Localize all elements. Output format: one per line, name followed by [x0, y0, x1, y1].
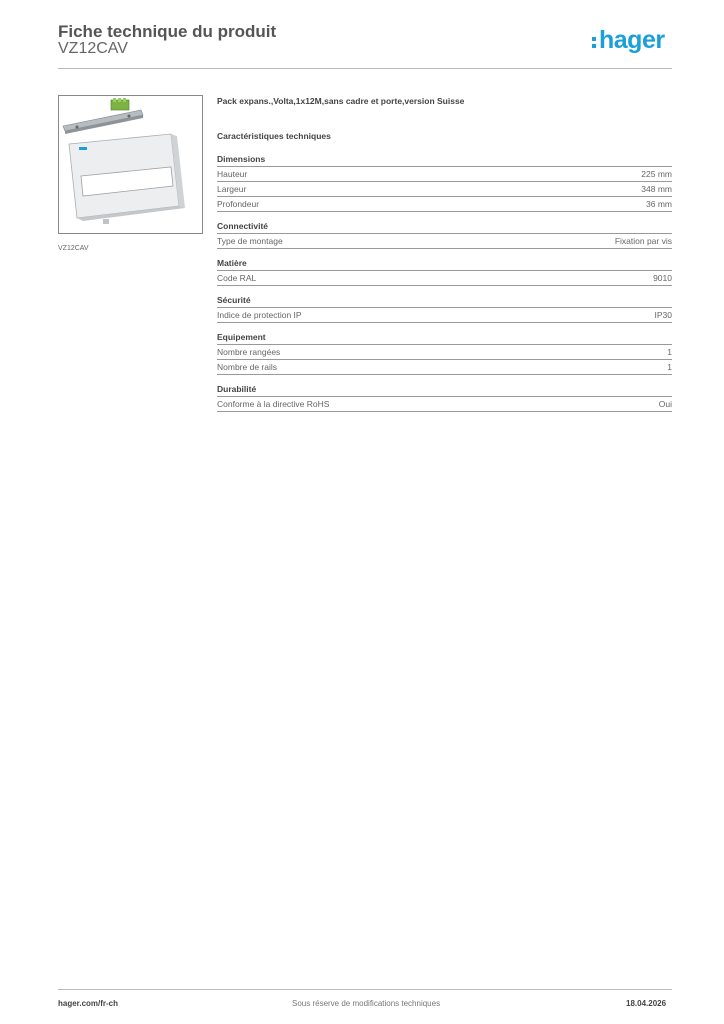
spec-value: IP30	[654, 310, 672, 320]
spec-label: Nombre rangées	[217, 347, 281, 357]
spec-row	[217, 308, 672, 323]
spec-value: 36 mm	[646, 199, 672, 209]
spec-row	[217, 182, 672, 197]
spec-row	[217, 197, 672, 212]
section-title: Dimensions	[217, 153, 672, 167]
technical-characteristics-title: Caractéristiques techniques	[217, 131, 331, 141]
spec-row	[217, 234, 672, 249]
spec-label: Profondeur	[217, 199, 260, 209]
spec-value: 1	[667, 347, 672, 357]
product-image	[59, 96, 202, 233]
spec-row	[217, 271, 672, 286]
section-title: Equipement	[217, 331, 672, 345]
spec-sections	[217, 153, 672, 412]
spec-row	[217, 397, 672, 412]
spec-section	[217, 257, 672, 286]
footer-disclaimer: Sous réserve de modifications techniques	[292, 999, 441, 1008]
spec-section	[217, 294, 672, 323]
logo-dots-icon	[592, 35, 597, 49]
spec-value: Oui	[658, 399, 672, 409]
spec-label: Nombre de rails	[217, 362, 277, 372]
spec-section	[217, 383, 672, 412]
section-title: Durabilité	[217, 383, 672, 397]
spec-value: 225 mm	[641, 169, 672, 179]
spec-row	[217, 167, 672, 182]
footer-website-link[interactable]: hager.com/fr-ch	[58, 999, 119, 1008]
footer-divider	[58, 989, 672, 990]
technical-content	[217, 96, 672, 420]
spec-label: Code RAL	[217, 273, 257, 283]
section-title: Connectivité	[217, 220, 672, 234]
spec-value: Fixation par vis	[614, 236, 672, 246]
spec-value: 348 mm	[641, 184, 672, 194]
spec-value: 9010	[653, 273, 672, 283]
spec-label: Conforme à la directive RoHS	[217, 399, 330, 409]
spec-row	[217, 345, 672, 360]
spec-row	[217, 360, 672, 375]
page-title: Fiche technique du produit	[58, 22, 277, 41]
spec-section	[217, 220, 672, 249]
logo-text: hager	[599, 26, 665, 54]
section-title: Sécurité	[217, 294, 672, 308]
spec-section	[217, 153, 672, 212]
footer-date: 18.04.2026	[626, 999, 667, 1008]
section-title: Matière	[217, 257, 672, 271]
spec-value: 1	[667, 362, 672, 372]
spec-label: Largeur	[217, 184, 247, 194]
hager-logo	[592, 26, 665, 55]
image-caption: VZ12CAV	[58, 245, 89, 252]
spec-section	[217, 331, 672, 375]
product-description: Pack expans.,Volta,1x12M,sans cadre et porte,version Suisse	[217, 96, 465, 106]
spec-label: Type de montage	[217, 236, 283, 246]
product-image-frame	[58, 95, 203, 234]
spec-label: Indice de protection IP	[217, 310, 302, 320]
spec-label: Hauteur	[217, 169, 248, 179]
header-divider	[58, 68, 672, 69]
product-reference: VZ12CAV	[58, 40, 128, 57]
